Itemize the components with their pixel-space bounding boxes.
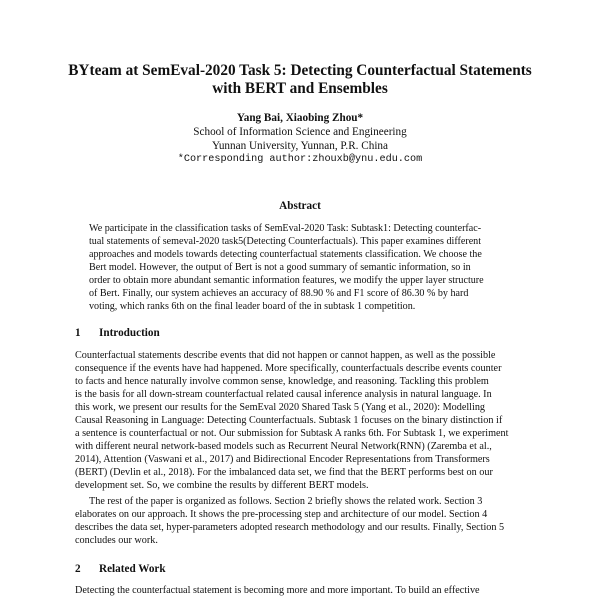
abstract-line: We participate in the classification tasks of SemEval-2020 Task: Subtask1: Detecting counterfac- bbox=[89, 223, 482, 234]
intro-line: this work, we present our results for the SemEval 2020 Shared Task 5 (Yang et al., 2020): Modelling bbox=[75, 402, 486, 413]
intro-line: The rest of the paper is organized as follows. Section 2 briefly shows the related work. Section 3 bbox=[89, 496, 483, 507]
section-number: 1 bbox=[75, 327, 81, 339]
paper-title-line-2: with BERT and Ensembles bbox=[212, 80, 388, 97]
section-heading-introduction bbox=[75, 326, 160, 340]
section-number: 2 bbox=[75, 563, 81, 575]
paper-authors: Yang Bai, Xiaobing Zhou* bbox=[236, 112, 364, 124]
abstract-line: voting, which ranks 6th on the final leader board of the in subtask 1 competition. bbox=[89, 301, 416, 312]
intro-line: development set. So, we combine the results by different BERT models. bbox=[75, 480, 369, 491]
abstract-line: Bert model. However, the output of Bert is not a good summary of semantic information, so in bbox=[89, 262, 471, 273]
paper-title-line-1: BYteam at SemEval-2020 Task 5: Detecting Counterfactual Statements bbox=[68, 62, 532, 79]
abstract-line: of Bert. Finally, our system achieves an accuracy of 88.90 % and F1 score of 86.30 % by hard bbox=[89, 288, 469, 299]
intro-line: consequence if the events have had happened. More specifically, counterfactuals describe events counter bbox=[75, 363, 502, 374]
intro-line: Counterfactual statements describe events that did not happen or cannot happen, as well as the possible bbox=[75, 350, 496, 361]
intro-line: 2014), Attention (Vaswani et al., 2017) and Bidirectional Encoder Representations from Transformers bbox=[75, 454, 490, 465]
section-title: Related Work bbox=[99, 563, 166, 575]
abstract-line: approaches and models towards detecting counterfactual statements classification. We choose the bbox=[89, 249, 482, 260]
intro-line: Causal Reasoning in Language: Detecting Counterfactuals. Subtask 1 focuses on the binary distinction if bbox=[75, 415, 503, 426]
intro-line: with different neural network-based models such as Recurrent Neural Network(RNN) (Zaremba et al., bbox=[75, 441, 492, 452]
abstract-line: tual statements of semeval-2020 task5(Detecting Counterfactuals). This paper examines different bbox=[89, 236, 482, 247]
abstract-line: order to obtain more abundant semantic information features, we modify the upper layer structure bbox=[89, 275, 484, 286]
intro-line: a sentence is counterfactual or not. Our submission for Subtask A ranks 6th. For Subtask 1, we experiment bbox=[75, 428, 509, 439]
related-work-line: Detecting the counterfactual statement is becoming more and more important. To build an effective bbox=[75, 585, 480, 596]
abstract-heading: Abstract bbox=[279, 200, 321, 212]
section-title: Introduction bbox=[99, 327, 160, 339]
intro-line: concludes our work. bbox=[75, 535, 158, 546]
affiliation-line-1: School of Information Science and Engineering bbox=[193, 126, 407, 138]
intro-line: is the basis for all down-stream counterfactual related causal inference analysis in natural language. In bbox=[75, 389, 492, 400]
corresponding-author-email: *Corresponding author:zhouxb@ynu.edu.com bbox=[177, 154, 423, 165]
affiliation-line-2: Yunnan University, Yunnan, P.R. China bbox=[212, 140, 388, 152]
intro-line: elaborates on our approach. It shows the pre-processing step and architecture of our model. Section 4 bbox=[75, 509, 488, 520]
section-heading-related-work bbox=[75, 562, 166, 576]
intro-line: describes the data set, hyper-parameters adopted research methodology and our results. Finally, Section 5 bbox=[75, 522, 505, 533]
intro-line: (BERT) (Devlin et al., 2018). For the imbalanced data set, we find that the BERT performs best on our bbox=[75, 467, 493, 478]
intro-line: to facts and hence naturally involve common sense, knowledge, and reasoning. Tackling this problem bbox=[75, 376, 489, 387]
